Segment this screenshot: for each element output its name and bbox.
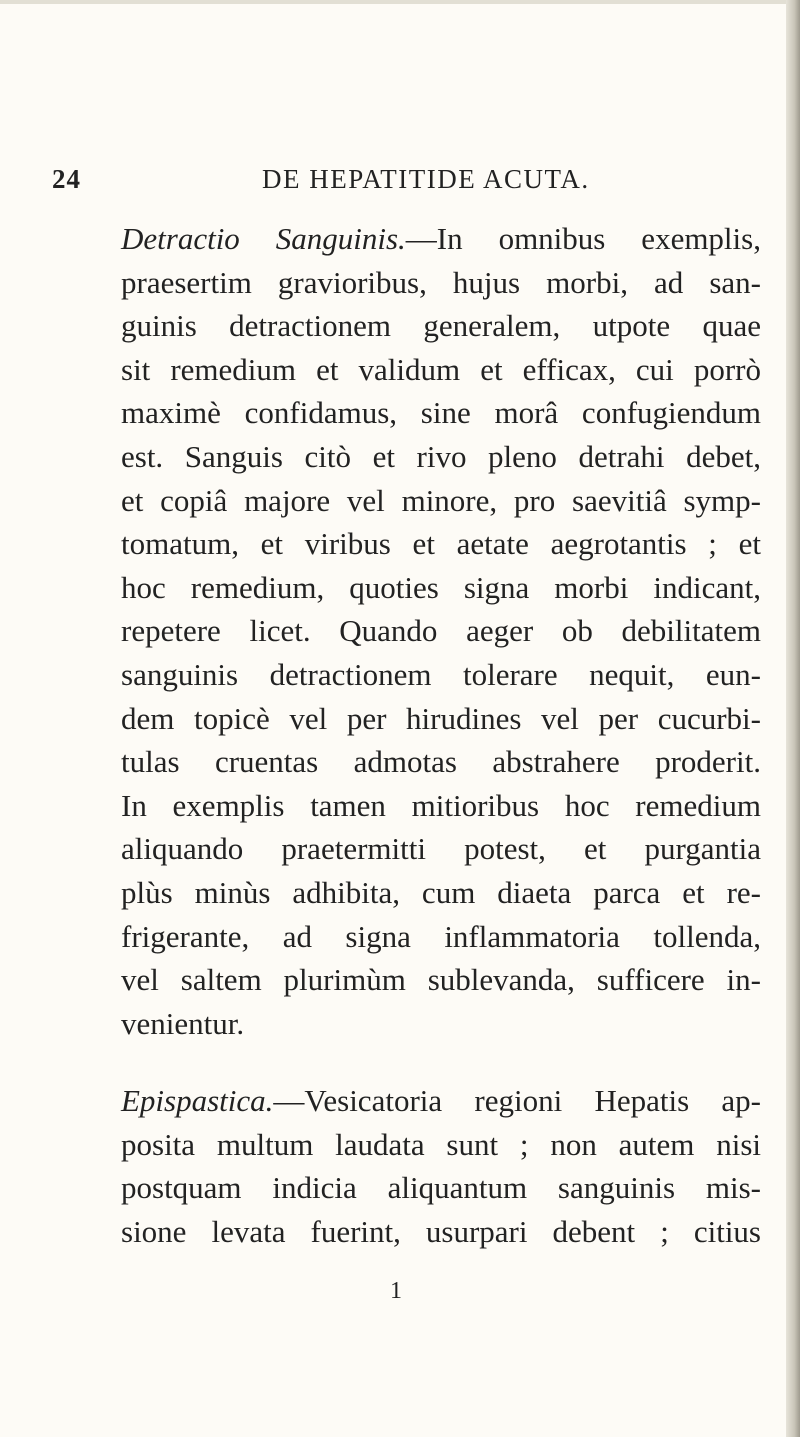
text-line: venientur. (121, 1005, 245, 1041)
text-line: frigerante, ad signa inflammatoria tollenda, (121, 918, 761, 954)
page-right-edge (786, 0, 800, 1437)
section-heading-detractio: Detractio Sanguinis. (121, 221, 406, 256)
text-line: repetere licet. Quando aeger ob debilitatem (121, 613, 761, 649)
paragraph-gap (121, 1045, 761, 1079)
text-line (121, 1079, 761, 1123)
text-line: et copiâ majore vel minore, pro saevitiâ symp- (121, 482, 761, 518)
text-line: sit remedium et validum et efficax, cui porrò (121, 351, 761, 387)
text-line (121, 217, 761, 261)
text-line: vel saltem plurimùm sublevanda, sufficere in- (121, 962, 761, 998)
text-line: guinis detractionem generalem, utpote quae (121, 308, 761, 344)
text-line: sanguinis detractionem tolerare nequit, eun- (121, 656, 761, 692)
text-line: postquam indicia aliquantum sanguinis mis- (121, 1170, 761, 1206)
text-line: tulas cruentas admotas abstrahere proderit. (121, 744, 761, 780)
text-span: —Vesicatoria regioni Hepatis ap- (273, 1083, 761, 1119)
section-heading-epispastica: Epispastica. (121, 1083, 274, 1119)
running-title: DE HEPATITIDE ACUTA. (262, 164, 590, 194)
text-line: est. Sanguis citò et rivo pleno detrahi debet, (121, 438, 761, 474)
text-line: In exemplis tamen mitioribus hoc remedium (121, 787, 761, 823)
text-line: hoc remedium, quoties signa morbi indicant, (121, 569, 761, 605)
text-line: sione levata fuerint, usurpari debent ; citius (121, 1214, 761, 1250)
text-line: tomatum, et viribus et aetate aegrotantis ; et (121, 526, 761, 562)
text-line: praesertim gravioribus, hujus morbi, ad san- (121, 264, 761, 300)
text-span: —In omnibus exemplis, (405, 221, 761, 256)
text-line: aliquando praetermitti potest, et purgantia (121, 831, 761, 867)
page-number: 24 (52, 164, 81, 194)
running-head (52, 164, 752, 204)
text-line: maximè confidamus, sine morâ confugiendum (121, 395, 761, 431)
text-line: plùs minùs adhibita, cum diaeta parca et re- (121, 874, 761, 910)
text-line: posita multum laudata sunt ; non autem nisi (121, 1126, 761, 1162)
text-line: dem topicè vel per hirudines vel per cucurbi- (121, 700, 761, 736)
signature-mark: 1 (390, 1278, 402, 1304)
body-text (121, 217, 761, 1254)
page-top-edge (0, 0, 800, 4)
